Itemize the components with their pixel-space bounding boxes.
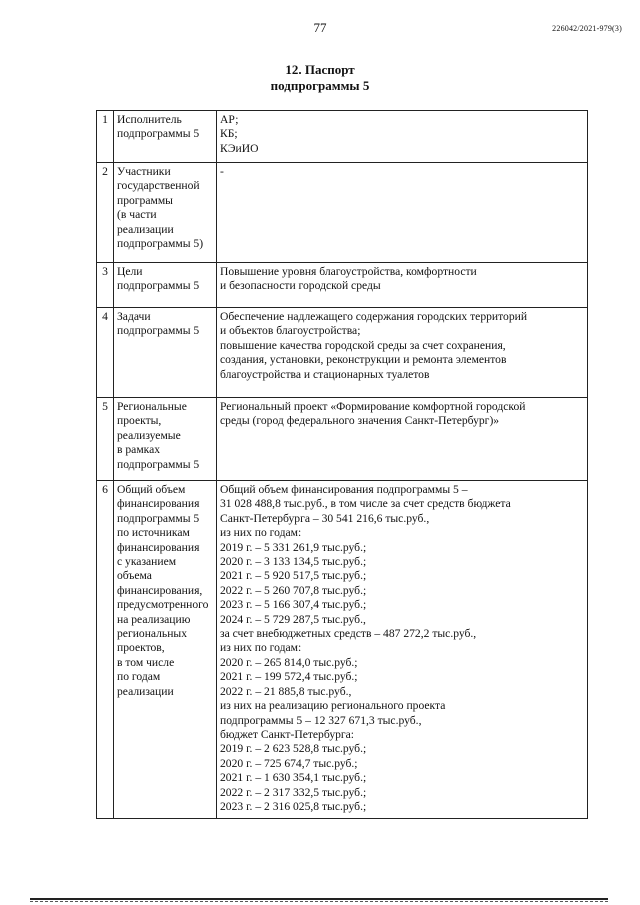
row-number: 4 — [97, 308, 114, 398]
table-row — [97, 111, 588, 163]
row-label — [114, 163, 217, 263]
value-line: Общий объем финансирования подпрограммы 5 – — [220, 483, 468, 496]
row-number: 3 — [97, 263, 114, 308]
label-line: подпрограммы 5 — [117, 457, 200, 471]
label-line: по источникам — [117, 526, 190, 540]
value-line: КБ; — [220, 127, 238, 141]
value-line: и объектов благоустройства; — [220, 324, 361, 338]
label-line: региональных — [117, 627, 188, 641]
label-line: по годам — [117, 670, 161, 684]
row-label — [114, 263, 217, 308]
label-line: предусмотренного — [117, 598, 209, 612]
row-label — [114, 481, 217, 819]
label-line: в рамках — [117, 443, 161, 457]
label-line: Общий объем — [117, 483, 186, 496]
value-line: из них на реализацию регионального проекта — [220, 699, 446, 713]
value-line: подпрограммы 5 – 12 327 671,3 тыс.руб., — [220, 713, 422, 727]
value-line: КЭиИО — [220, 141, 259, 155]
label-line: на реализацию — [117, 612, 191, 626]
value-line: 2020 г. – 3 133 134,5 тыс.руб.; — [220, 555, 367, 569]
table-row — [97, 263, 588, 308]
title-line-1: 12. Паспорт — [285, 62, 355, 77]
row-number: 5 — [97, 398, 114, 481]
value-line: Обеспечение надлежащего содержания городских территорий — [220, 310, 528, 323]
value-line: за счет внебюджетных средств – 487 272,2 тыс.руб., — [220, 627, 477, 641]
label-line: реализации — [117, 222, 174, 236]
value-line: 2020 г. – 265 814,0 тыс.руб.; — [220, 655, 358, 669]
value-line: 2022 г. – 2 317 332,5 тыс.руб.; — [220, 785, 367, 799]
label-line: Исполнитель — [117, 113, 182, 126]
label-line: объема — [117, 569, 152, 583]
value-line: - — [220, 165, 224, 178]
label-line: проекты, — [117, 414, 162, 428]
row-value — [217, 163, 588, 263]
value-line: из них по годам: — [220, 526, 302, 540]
value-line: 31 028 488,8 тыс.руб., в том числе за счет средств бюджета — [220, 497, 511, 511]
label-line: подпрограммы 5 — [117, 279, 200, 293]
row-value — [217, 308, 588, 398]
label-line: финансирования, — [117, 583, 203, 597]
value-line: и безопасности городской среды — [220, 279, 381, 293]
label-line: Региональные — [117, 400, 187, 413]
label-line: подпрограммы 5) — [117, 237, 204, 251]
value-line: из них по годам: — [220, 641, 302, 655]
value-line: 2020 г. – 725 674,7 тыс.руб.; — [220, 756, 358, 770]
label-line: подпрограммы 5 — [117, 127, 200, 141]
value-line: 2021 г. – 199 572,4 тыс.руб.; — [220, 670, 358, 684]
page-number: 77 — [313, 20, 327, 35]
label-line: государственной — [117, 179, 200, 193]
value-line: 2023 г. – 5 166 307,4 тыс.руб.; — [220, 598, 367, 612]
value-line: 2021 г. – 1 630 354,1 тыс.руб.; — [220, 771, 367, 785]
label-line: Цели — [117, 265, 143, 278]
label-line: реализации — [117, 684, 174, 698]
label-line: Задачи — [117, 310, 151, 323]
label-line: подпрограммы 5 — [117, 511, 200, 525]
label-line: проектов, — [117, 641, 165, 655]
value-line: Региональный проект «Формирование комфортной городской — [220, 400, 526, 413]
value-line: 2024 г. – 5 729 287,5 тыс.руб., — [220, 612, 366, 626]
row-number: 1 — [97, 111, 114, 163]
label-line: финансирования — [117, 540, 200, 554]
value-line: АР; — [220, 113, 239, 126]
value-line: среды (город федерального значения Санкт-Петербург)» — [220, 414, 500, 428]
value-line: создания, установки, реконструкции и ремонта элементов — [220, 353, 507, 367]
value-line: 2022 г. – 21 885,8 тыс.руб., — [220, 684, 352, 698]
row-label — [114, 308, 217, 398]
row-number: 2 — [97, 163, 114, 263]
row-value — [217, 481, 588, 819]
row-label — [114, 398, 217, 481]
label-line: подпрограммы 5 — [117, 324, 200, 338]
value-line: 2021 г. – 5 920 517,5 тыс.руб.; — [220, 569, 367, 583]
footer-rule — [30, 898, 608, 900]
title-line-2: подпрограммы 5 — [270, 78, 370, 93]
label-line: финансирования — [117, 497, 200, 511]
table-row — [97, 163, 588, 263]
value-line: 2019 г. – 5 331 261,9 тыс.руб.; — [220, 540, 367, 554]
value-line: 2022 г. – 5 260 707,8 тыс.руб.; — [220, 583, 367, 597]
label-line: программы — [117, 193, 173, 207]
document-code: 226042/2021-979(3) — [552, 24, 622, 33]
value-line: бюджет Санкт-Петербурга: — [220, 727, 355, 741]
value-line: Санкт-Петербурга – 30 541 216,6 тыс.руб., — [220, 511, 430, 525]
passport-table — [96, 110, 588, 819]
row-value — [217, 263, 588, 308]
row-number: 6 — [97, 481, 114, 819]
section-title — [0, 62, 640, 94]
label-line: в том числе — [117, 655, 175, 669]
table-row — [97, 481, 588, 819]
row-value — [217, 111, 588, 163]
label-line: с указанием — [117, 555, 177, 569]
table-row — [97, 308, 588, 398]
value-line: Повышение уровня благоустройства, комфортности — [220, 265, 477, 278]
label-line: Участники — [117, 165, 171, 178]
footer-rule-dashed — [30, 901, 608, 902]
row-value — [217, 398, 588, 481]
value-line: 2023 г. – 2 316 025,8 тыс.руб.; — [220, 799, 367, 813]
label-line: (в части — [117, 208, 157, 222]
value-line: 2019 г. – 2 623 528,8 тыс.руб.; — [220, 742, 367, 756]
value-line: благоустройства и стационарных туалетов — [220, 367, 430, 381]
value-line: повышение качества городской среды за счет сохранения, — [220, 338, 506, 352]
table-row — [97, 398, 588, 481]
row-label — [114, 111, 217, 163]
label-line: реализуемые — [117, 428, 181, 442]
